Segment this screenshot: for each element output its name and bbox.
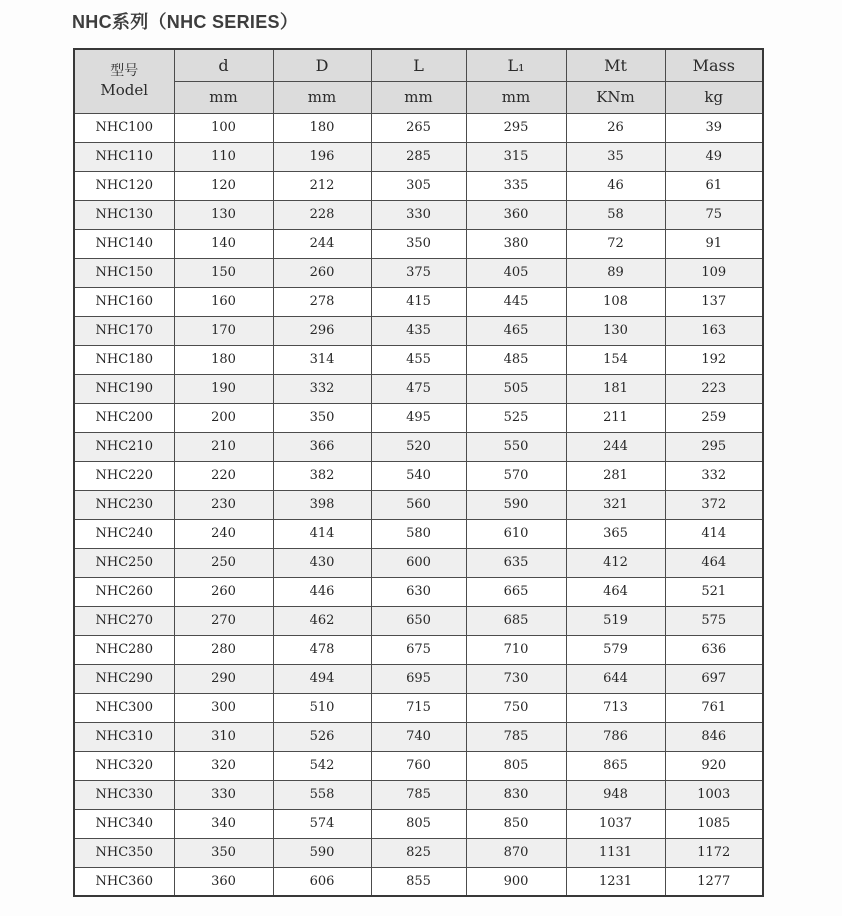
value-cell: 948 (566, 780, 665, 809)
value-cell: 846 (665, 722, 763, 751)
model-cell: NHC100 (74, 113, 174, 142)
value-cell: 630 (371, 577, 466, 606)
table-row (74, 606, 763, 635)
model-cell: NHC180 (74, 345, 174, 374)
value-cell: 315 (466, 142, 566, 171)
value-cell: 163 (665, 316, 763, 345)
value-cell: 455 (371, 345, 466, 374)
value-cell: 46 (566, 171, 665, 200)
value-cell: 366 (273, 432, 371, 461)
value-cell: 335 (466, 171, 566, 200)
column-header-D: D (273, 49, 371, 81)
value-cell: 244 (566, 432, 665, 461)
header-row-labels (74, 49, 763, 81)
unit-D: mm (273, 81, 371, 113)
value-cell: 430 (273, 548, 371, 577)
model-cell: NHC270 (74, 606, 174, 635)
value-cell: 350 (273, 403, 371, 432)
value-cell: 685 (466, 606, 566, 635)
model-cell: NHC110 (74, 142, 174, 171)
value-cell: 278 (273, 287, 371, 316)
value-cell: 550 (466, 432, 566, 461)
table-header (74, 49, 763, 113)
value-cell: 710 (466, 635, 566, 664)
value-cell: 520 (371, 432, 466, 461)
value-cell: 870 (466, 838, 566, 867)
value-cell: 540 (371, 461, 466, 490)
value-cell: 495 (371, 403, 466, 432)
header-row-units (74, 81, 763, 113)
value-cell: 375 (371, 258, 466, 287)
value-cell: 58 (566, 200, 665, 229)
value-cell: 1277 (665, 867, 763, 896)
value-cell: 570 (466, 461, 566, 490)
value-cell: 295 (665, 432, 763, 461)
table-row (74, 751, 763, 780)
value-cell: 695 (371, 664, 466, 693)
value-cell: 295 (466, 113, 566, 142)
value-cell: 445 (466, 287, 566, 316)
value-cell: 825 (371, 838, 466, 867)
model-cell: NHC200 (74, 403, 174, 432)
value-cell: 305 (371, 171, 466, 200)
model-cell: NHC240 (74, 519, 174, 548)
model-cell: NHC330 (74, 780, 174, 809)
value-cell: 865 (566, 751, 665, 780)
value-cell: 414 (273, 519, 371, 548)
value-cell: 574 (273, 809, 371, 838)
value-cell: 310 (174, 722, 273, 751)
value-cell: 332 (665, 461, 763, 490)
value-cell: 330 (174, 780, 273, 809)
table-row (74, 432, 763, 461)
value-cell: 590 (466, 490, 566, 519)
value-cell: 140 (174, 229, 273, 258)
table-row (74, 722, 763, 751)
value-cell: 786 (566, 722, 665, 751)
value-cell: 644 (566, 664, 665, 693)
model-cell: NHC280 (74, 635, 174, 664)
model-cell: NHC210 (74, 432, 174, 461)
value-cell: 360 (174, 867, 273, 896)
value-cell: 260 (174, 577, 273, 606)
value-cell: 850 (466, 809, 566, 838)
model-cell: NHC300 (74, 693, 174, 722)
value-cell: 785 (371, 780, 466, 809)
unit-d: mm (174, 81, 273, 113)
model-cell: NHC130 (74, 200, 174, 229)
unit-L: mm (371, 81, 466, 113)
value-cell: 715 (371, 693, 466, 722)
value-cell: 505 (466, 374, 566, 403)
value-cell: 75 (665, 200, 763, 229)
table-row (74, 200, 763, 229)
table-row (74, 142, 763, 171)
value-cell: 713 (566, 693, 665, 722)
value-cell: 830 (466, 780, 566, 809)
value-cell: 365 (566, 519, 665, 548)
value-cell: 920 (665, 751, 763, 780)
value-cell: 590 (273, 838, 371, 867)
model-cell: NHC260 (74, 577, 174, 606)
value-cell: 259 (665, 403, 763, 432)
value-cell: 1172 (665, 838, 763, 867)
value-cell: 519 (566, 606, 665, 635)
table-row (74, 838, 763, 867)
value-cell: 300 (174, 693, 273, 722)
table-row (74, 345, 763, 374)
value-cell: 465 (466, 316, 566, 345)
value-cell: 494 (273, 664, 371, 693)
model-cell: NHC340 (74, 809, 174, 838)
value-cell: 130 (566, 316, 665, 345)
value-cell: 575 (665, 606, 763, 635)
value-cell: 446 (273, 577, 371, 606)
value-cell: 61 (665, 171, 763, 200)
value-cell: 560 (371, 490, 466, 519)
table-row (74, 867, 763, 896)
table-row (74, 664, 763, 693)
column-header-L1: L₁ (466, 49, 566, 81)
table-row (74, 490, 763, 519)
value-cell: 211 (566, 403, 665, 432)
value-cell: 1037 (566, 809, 665, 838)
value-cell: 600 (371, 548, 466, 577)
value-cell: 321 (566, 490, 665, 519)
model-cell: NHC160 (74, 287, 174, 316)
value-cell: 49 (665, 142, 763, 171)
value-cell: 485 (466, 345, 566, 374)
value-cell: 120 (174, 171, 273, 200)
table-row (74, 519, 763, 548)
value-cell: 330 (371, 200, 466, 229)
value-cell: 220 (174, 461, 273, 490)
value-cell: 223 (665, 374, 763, 403)
value-cell: 606 (273, 867, 371, 896)
value-cell: 100 (174, 113, 273, 142)
value-cell: 650 (371, 606, 466, 635)
value-cell: 250 (174, 548, 273, 577)
value-cell: 228 (273, 200, 371, 229)
value-cell: 760 (371, 751, 466, 780)
model-cell: NHC250 (74, 548, 174, 577)
table-row (74, 287, 763, 316)
value-cell: 192 (665, 345, 763, 374)
model-cell: NHC220 (74, 461, 174, 490)
table-row (74, 635, 763, 664)
value-cell: 610 (466, 519, 566, 548)
table-row (74, 548, 763, 577)
model-cell: NHC360 (74, 867, 174, 896)
value-cell: 290 (174, 664, 273, 693)
value-cell: 39 (665, 113, 763, 142)
table-row (74, 229, 763, 258)
value-cell: 244 (273, 229, 371, 258)
value-cell: 675 (371, 635, 466, 664)
table-row (74, 113, 763, 142)
table-row (74, 780, 763, 809)
value-cell: 805 (466, 751, 566, 780)
value-cell: 26 (566, 113, 665, 142)
value-cell: 332 (273, 374, 371, 403)
value-cell: 260 (273, 258, 371, 287)
value-cell: 109 (665, 258, 763, 287)
value-cell: 382 (273, 461, 371, 490)
value-cell: 805 (371, 809, 466, 838)
value-cell: 130 (174, 200, 273, 229)
value-cell: 200 (174, 403, 273, 432)
value-cell: 412 (566, 548, 665, 577)
value-cell: 160 (174, 287, 273, 316)
value-cell: 150 (174, 258, 273, 287)
value-cell: 285 (371, 142, 466, 171)
value-cell: 35 (566, 142, 665, 171)
value-cell: 750 (466, 693, 566, 722)
value-cell: 230 (174, 490, 273, 519)
value-cell: 108 (566, 287, 665, 316)
model-label-en: Model (100, 80, 149, 99)
value-cell: 900 (466, 867, 566, 896)
value-cell: 398 (273, 490, 371, 519)
value-cell: 464 (665, 548, 763, 577)
table-body (74, 113, 763, 896)
value-cell: 1003 (665, 780, 763, 809)
value-cell: 296 (273, 316, 371, 345)
value-cell: 730 (466, 664, 566, 693)
value-cell: 89 (566, 258, 665, 287)
value-cell: 320 (174, 751, 273, 780)
value-cell: 579 (566, 635, 665, 664)
value-cell: 855 (371, 867, 466, 896)
value-cell: 380 (466, 229, 566, 258)
value-cell: 190 (174, 374, 273, 403)
table-row (74, 258, 763, 287)
value-cell: 212 (273, 171, 371, 200)
value-cell: 314 (273, 345, 371, 374)
nhc-spec-table (73, 48, 764, 897)
value-cell: 1231 (566, 867, 665, 896)
value-cell: 785 (466, 722, 566, 751)
table-row (74, 316, 763, 345)
table-row (74, 461, 763, 490)
value-cell: 340 (174, 809, 273, 838)
value-cell: 740 (371, 722, 466, 751)
value-cell: 350 (174, 838, 273, 867)
value-cell: 181 (566, 374, 665, 403)
page-title: NHC系列（NHC SERIES） (72, 12, 299, 32)
table-row (74, 577, 763, 606)
value-cell: 478 (273, 635, 371, 664)
column-header-L: L (371, 49, 466, 81)
value-cell: 270 (174, 606, 273, 635)
model-cell: NHC150 (74, 258, 174, 287)
value-cell: 635 (466, 548, 566, 577)
value-cell: 580 (371, 519, 466, 548)
value-cell: 761 (665, 693, 763, 722)
unit-Mass: kg (665, 81, 763, 113)
value-cell: 475 (371, 374, 466, 403)
model-cell: NHC310 (74, 722, 174, 751)
value-cell: 137 (665, 287, 763, 316)
model-cell: NHC290 (74, 664, 174, 693)
value-cell: 280 (174, 635, 273, 664)
unit-L1: mm (466, 81, 566, 113)
value-cell: 414 (665, 519, 763, 548)
model-cell: NHC320 (74, 751, 174, 780)
column-header-d: d (174, 49, 273, 81)
value-cell: 196 (273, 142, 371, 171)
value-cell: 240 (174, 519, 273, 548)
model-label-cn: 型号 (110, 63, 139, 80)
value-cell: 525 (466, 403, 566, 432)
value-cell: 180 (174, 345, 273, 374)
value-cell: 542 (273, 751, 371, 780)
value-cell: 1131 (566, 838, 665, 867)
value-cell: 110 (174, 142, 273, 171)
value-cell: 521 (665, 577, 763, 606)
value-cell: 360 (466, 200, 566, 229)
table-row (74, 171, 763, 200)
model-cell: NHC140 (74, 229, 174, 258)
value-cell: 636 (665, 635, 763, 664)
value-cell: 464 (566, 577, 665, 606)
value-cell: 558 (273, 780, 371, 809)
value-cell: 170 (174, 316, 273, 345)
value-cell: 462 (273, 606, 371, 635)
model-cell: NHC230 (74, 490, 174, 519)
model-cell: NHC350 (74, 838, 174, 867)
model-cell: NHC120 (74, 171, 174, 200)
value-cell: 154 (566, 345, 665, 374)
model-cell: NHC190 (74, 374, 174, 403)
value-cell: 1085 (665, 809, 763, 838)
column-header-Mass: Mass (665, 49, 763, 81)
value-cell: 210 (174, 432, 273, 461)
table-row (74, 374, 763, 403)
value-cell: 435 (371, 316, 466, 345)
value-cell: 405 (466, 258, 566, 287)
value-cell: 72 (566, 229, 665, 258)
value-cell: 510 (273, 693, 371, 722)
value-cell: 697 (665, 664, 763, 693)
value-cell: 665 (466, 577, 566, 606)
column-header-Mt: Mt (566, 49, 665, 81)
unit-Mt: KNm (566, 81, 665, 113)
value-cell: 372 (665, 490, 763, 519)
value-cell: 180 (273, 113, 371, 142)
table-row (74, 809, 763, 838)
model-cell: NHC170 (74, 316, 174, 345)
model-column-header (74, 49, 174, 113)
value-cell: 265 (371, 113, 466, 142)
value-cell: 281 (566, 461, 665, 490)
table-row (74, 693, 763, 722)
value-cell: 350 (371, 229, 466, 258)
value-cell: 526 (273, 722, 371, 751)
value-cell: 91 (665, 229, 763, 258)
table-row (74, 403, 763, 432)
value-cell: 415 (371, 287, 466, 316)
